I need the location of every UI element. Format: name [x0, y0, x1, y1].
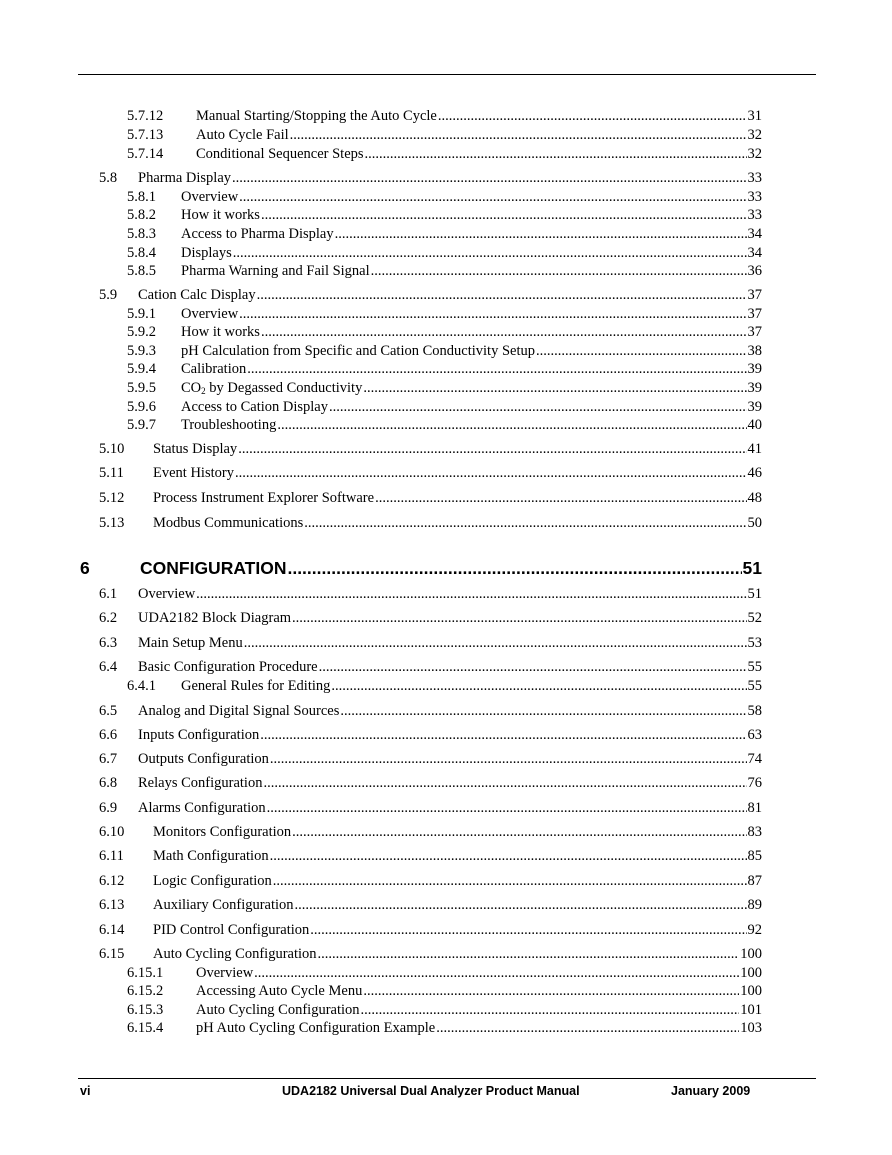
toc-dot-leader: [365, 146, 747, 163]
toc-entry-title-part: by Degassed Conductivity: [205, 380, 363, 396]
toc-entry: [127, 324, 762, 341]
toc-entry-number: 5.9.3: [127, 343, 156, 359]
toc-entry-number: 5.8.2: [127, 207, 156, 223]
toc-entry-title: Math Configuration: [153, 848, 269, 864]
toc-entry-number: 5.9.4: [127, 361, 156, 377]
toc-entry: [99, 441, 762, 458]
toc-entry: [127, 108, 762, 125]
toc-dot-leader: [267, 800, 747, 817]
toc-entry: [99, 465, 762, 482]
toc-dot-leader: [257, 287, 747, 304]
toc-chapter-entry: [80, 558, 762, 579]
toc-entry-page: 50: [747, 515, 762, 531]
toc-entry-page: 81: [747, 800, 762, 816]
toc-entry-number: 6.4.1: [127, 678, 156, 694]
toc-entry-number: 6.2: [99, 610, 118, 626]
toc-dot-leader: [290, 127, 747, 144]
toc-entry-number: 6.15.2: [127, 983, 164, 999]
toc-entry-title: Auto Cycling Configuration: [153, 946, 317, 962]
toc-entry-number: 5.8.5: [127, 263, 156, 279]
toc-dot-leader: [238, 441, 746, 458]
toc-entry-title: Overview: [181, 306, 239, 322]
toc-entry-title: Status Display: [153, 441, 238, 457]
toc-entry-number: 6.9: [99, 800, 118, 816]
toc-entry: [99, 610, 762, 627]
toc-entry-title: Access to Pharma Display: [181, 226, 334, 242]
toc-entry-title: Modbus Communications: [153, 515, 304, 531]
toc-dot-leader: [239, 306, 746, 323]
toc-entry-title: How it works: [181, 324, 260, 340]
toc-dot-leader: [319, 659, 747, 676]
toc-entry-number: 5.8.4: [127, 245, 156, 261]
toc-dot-leader: [340, 703, 746, 720]
toc-entry-page: 55: [747, 678, 762, 694]
toc-entry-title: Overview: [138, 586, 196, 602]
toc-dot-leader: [295, 897, 747, 914]
toc-entry: [99, 775, 762, 792]
toc-entry: [99, 515, 762, 532]
footer-rule: [78, 1078, 816, 1079]
toc-entry-page: 37: [747, 324, 762, 340]
toc-entry-title: PID Control Configuration: [153, 922, 310, 938]
toc-entry-page: 36: [747, 263, 762, 279]
toc-entry: [99, 800, 762, 817]
toc-dot-leader: [287, 558, 741, 579]
toc-entry-number: 5.7.14: [127, 146, 164, 162]
toc-entry: [99, 635, 762, 652]
toc-entry-page: 51: [747, 586, 762, 602]
toc-entry: [99, 586, 762, 603]
toc-entry-number: 6.1: [99, 586, 118, 602]
toc-entry-page: 33: [747, 170, 762, 186]
toc-entry-number: 6.3: [99, 635, 118, 651]
toc-entry-number: 5.10: [99, 441, 125, 457]
toc-entry-title: Overview: [196, 965, 254, 981]
toc-entry-page: 48: [747, 490, 762, 506]
toc-entry-page: 33: [747, 207, 762, 223]
toc-entry-title: Cation Calc Display: [138, 287, 256, 303]
toc-entry-title: Monitors Configuration: [153, 824, 292, 840]
toc-entry-page: 83: [747, 824, 762, 840]
toc-entry-number: 6.10: [99, 824, 125, 840]
toc-entry-title: Accessing Auto Cycle Menu: [196, 983, 363, 999]
toc-entry-title: Auxiliary Configuration: [153, 897, 294, 913]
toc-entry-page: 32: [747, 146, 762, 162]
toc-entry: [99, 897, 762, 914]
toc-entry-page: 103: [740, 1020, 762, 1036]
toc-entry: [127, 127, 762, 144]
toc-entry-number: 5.9.5: [127, 380, 156, 396]
toc-entry-number: 5.8.1: [127, 189, 156, 205]
toc-dot-leader: [196, 586, 746, 603]
toc-entry: [127, 146, 762, 163]
toc-entry-title: Analog and Digital Signal Sources: [138, 703, 340, 719]
toc-entry-page: 74: [747, 751, 762, 767]
toc-entry-page: 100: [740, 946, 762, 962]
toc-entry-page: 39: [747, 399, 762, 415]
toc-entry-page: 63: [747, 727, 762, 743]
toc-entry-page: 92: [747, 922, 762, 938]
toc-entry: [99, 490, 762, 507]
toc-entry-number: 5.7.12: [127, 108, 164, 124]
toc-entry-title: Event History: [153, 465, 234, 481]
toc-dot-leader: [318, 946, 740, 963]
toc-entry-page: 51: [742, 558, 762, 578]
toc-entry-number: 5.11: [99, 465, 124, 481]
toc-dot-leader: [260, 727, 746, 744]
toc-entry-number: 5.9.1: [127, 306, 156, 322]
toc-dot-leader: [292, 610, 746, 627]
toc-entry: [99, 287, 762, 304]
toc-entry: [127, 306, 762, 323]
toc-dot-leader: [261, 207, 747, 224]
toc-entry-title: Access to Cation Display: [181, 399, 328, 415]
toc-entry-page: 31: [747, 108, 762, 124]
toc-entry-title: Auto Cycling Configuration: [196, 1002, 360, 1018]
toc-entry-number: 6.5: [99, 703, 118, 719]
toc-entry-page: 34: [747, 226, 762, 242]
toc-entry: [127, 245, 762, 262]
toc-entry: [99, 727, 762, 744]
toc-entry-number: 5.9.2: [127, 324, 156, 340]
toc-entry: [99, 848, 762, 865]
toc-entry: [127, 361, 762, 378]
toc-entry-page: 76: [747, 775, 762, 791]
toc-entry-number: 6.7: [99, 751, 118, 767]
toc-entry-title: Inputs Configuration: [138, 727, 260, 743]
toc-dot-leader: [277, 417, 746, 434]
toc-entry-title: Manual Starting/Stopping the Auto Cycle: [196, 108, 437, 124]
toc-entry-page: 41: [747, 441, 762, 457]
toc-entry: [99, 703, 762, 720]
toc-entry-number: 6.8: [99, 775, 118, 791]
toc-entry-title: General Rules for Editing: [181, 678, 331, 694]
toc-entry-number: 6.15.1: [127, 965, 164, 981]
toc-entry-page: 40: [747, 417, 762, 433]
toc-dot-leader: [536, 343, 747, 360]
toc-entry-title-subscript: 2: [201, 386, 206, 396]
toc-entry: [99, 946, 762, 963]
toc-entry-page: 37: [747, 287, 762, 303]
toc-entry-number: 5.9.7: [127, 417, 156, 433]
toc-entry: [99, 170, 762, 187]
toc-dot-leader: [270, 848, 747, 865]
toc-dot-leader: [436, 1020, 739, 1037]
toc-dot-leader: [310, 922, 746, 939]
toc-entry: [127, 1020, 762, 1037]
toc-entry: [99, 751, 762, 768]
toc-entry-title: Process Instrument Explorer Software: [153, 490, 375, 506]
toc-dot-leader: [232, 170, 746, 187]
toc-entry: [99, 922, 762, 939]
toc-entry-title: pH Auto Cycling Configuration Example: [196, 1020, 436, 1036]
toc-entry: [127, 678, 762, 695]
toc-entry-number: 6.4: [99, 659, 118, 675]
toc-entry-page: 34: [747, 245, 762, 261]
toc-dot-leader: [270, 751, 747, 768]
toc-dot-leader: [263, 775, 746, 792]
toc-entry-page: 85: [747, 848, 762, 864]
toc-entry-page: 53: [747, 635, 762, 651]
toc-entry-title: Basic Configuration Procedure: [138, 659, 318, 675]
toc-entry: [99, 824, 762, 841]
toc-entry-title: Conditional Sequencer Steps: [196, 146, 364, 162]
toc-entry-number: 5.13: [99, 515, 125, 531]
toc-entry-title: Pharma Warning and Fail Signal: [181, 263, 370, 279]
header-rule: [78, 74, 816, 75]
toc-dot-leader: [363, 983, 739, 1000]
toc-dot-leader: [235, 465, 747, 482]
toc-entry-number: 5.8.3: [127, 226, 156, 242]
toc-dot-leader: [335, 226, 747, 243]
toc-entry-page: 38: [747, 343, 762, 359]
toc-entry-title: CONFIGURATION: [140, 558, 287, 578]
toc-entry-title: Relays Configuration: [138, 775, 263, 791]
footer-manual-title: UDA2182 Universal Dual Analyzer Product Manual: [282, 1084, 580, 1098]
toc-entry: [127, 207, 762, 224]
toc-entry-number: 5.9: [99, 287, 118, 303]
toc-entry-page: 101: [740, 1002, 762, 1018]
toc-entry-page: 37: [747, 306, 762, 322]
toc-entry-title: Logic Configuration: [153, 873, 272, 889]
toc-entry-page: 55: [747, 659, 762, 675]
toc-entry-title-part: CO: [181, 380, 202, 396]
toc-entry-page: 33: [747, 189, 762, 205]
toc-entry-page: 58: [747, 703, 762, 719]
toc-entry-number: 6.12: [99, 873, 125, 889]
toc-entry-number: 6: [80, 558, 90, 578]
toc-dot-leader: [239, 189, 746, 206]
toc-dot-leader: [244, 635, 747, 652]
toc-entry-number: 6.11: [99, 848, 124, 864]
toc-entry-page: 52: [747, 610, 762, 626]
toc-dot-leader: [261, 324, 747, 341]
footer-page-number: vi: [80, 1084, 91, 1098]
toc-dot-leader: [331, 678, 746, 695]
toc-dot-leader: [273, 873, 747, 890]
toc-entry-page: 39: [747, 380, 762, 396]
toc-dot-leader: [247, 361, 746, 378]
toc-entry: [127, 263, 762, 280]
toc-entry-title: UDA2182 Block Diagram: [138, 610, 292, 626]
toc-entry: [127, 226, 762, 243]
toc-entry: [127, 1002, 762, 1019]
toc-entry-title: [181, 380, 362, 397]
toc-entry: [127, 417, 762, 434]
toc-entry-page: 46: [747, 465, 762, 481]
toc-dot-leader: [329, 399, 747, 416]
toc-entry-page: 87: [747, 873, 762, 889]
toc-entry: [127, 983, 762, 1000]
toc-entry-title: Displays: [181, 245, 232, 261]
toc-dot-leader: [292, 824, 746, 841]
toc-dot-leader: [233, 245, 747, 262]
toc-dot-leader: [438, 108, 747, 125]
toc-entry-page: 100: [740, 983, 762, 999]
toc-entry-page: 100: [740, 965, 762, 981]
toc-dot-leader: [363, 380, 746, 397]
toc-entry: [127, 343, 762, 360]
toc-entry-number: 6.6: [99, 727, 118, 743]
toc-entry-number: 6.15: [99, 946, 125, 962]
toc-entry: [99, 659, 762, 676]
toc-entry-number: 5.8: [99, 170, 118, 186]
toc-entry-page: 32: [747, 127, 762, 143]
toc-dot-leader: [371, 263, 747, 280]
toc-entry: [127, 399, 762, 416]
toc-entry-number: 5.12: [99, 490, 125, 506]
toc-dot-leader: [375, 490, 746, 507]
toc-entry-number: 6.13: [99, 897, 125, 913]
toc-entry-title: How it works: [181, 207, 260, 223]
toc-entry-title: Auto Cycle Fail: [196, 127, 289, 143]
toc-entry-page: 39: [747, 361, 762, 377]
toc-dot-leader: [361, 1002, 740, 1019]
toc-entry-page: 89: [747, 897, 762, 913]
toc-entry-title: Alarms Configuration: [138, 800, 266, 816]
toc-entry-title: Troubleshooting: [181, 417, 277, 433]
toc-entry-title: pH Calculation from Specific and Cation Conductivity Setup: [181, 343, 535, 359]
toc-dot-leader: [254, 965, 739, 982]
toc-entry-number: 6.15.3: [127, 1002, 164, 1018]
toc-entry-number: 6.15.4: [127, 1020, 164, 1036]
toc-entry-title: Overview: [181, 189, 239, 205]
footer-date: January 2009: [671, 1084, 751, 1098]
toc-entry-title: Calibration: [181, 361, 247, 377]
toc-entry-number: 6.14: [99, 922, 125, 938]
toc-entry: [127, 380, 762, 397]
toc-entry-number: 5.7.13: [127, 127, 164, 143]
toc-entry-title: Outputs Configuration: [138, 751, 269, 767]
toc-entry: [127, 965, 762, 982]
toc-entry-title: Main Setup Menu: [138, 635, 243, 651]
toc-entry-number: 5.9.6: [127, 399, 156, 415]
toc-entry: [99, 873, 762, 890]
toc-dot-leader: [304, 515, 746, 532]
toc-entry-title: Pharma Display: [138, 170, 232, 186]
toc-entry: [127, 189, 762, 206]
